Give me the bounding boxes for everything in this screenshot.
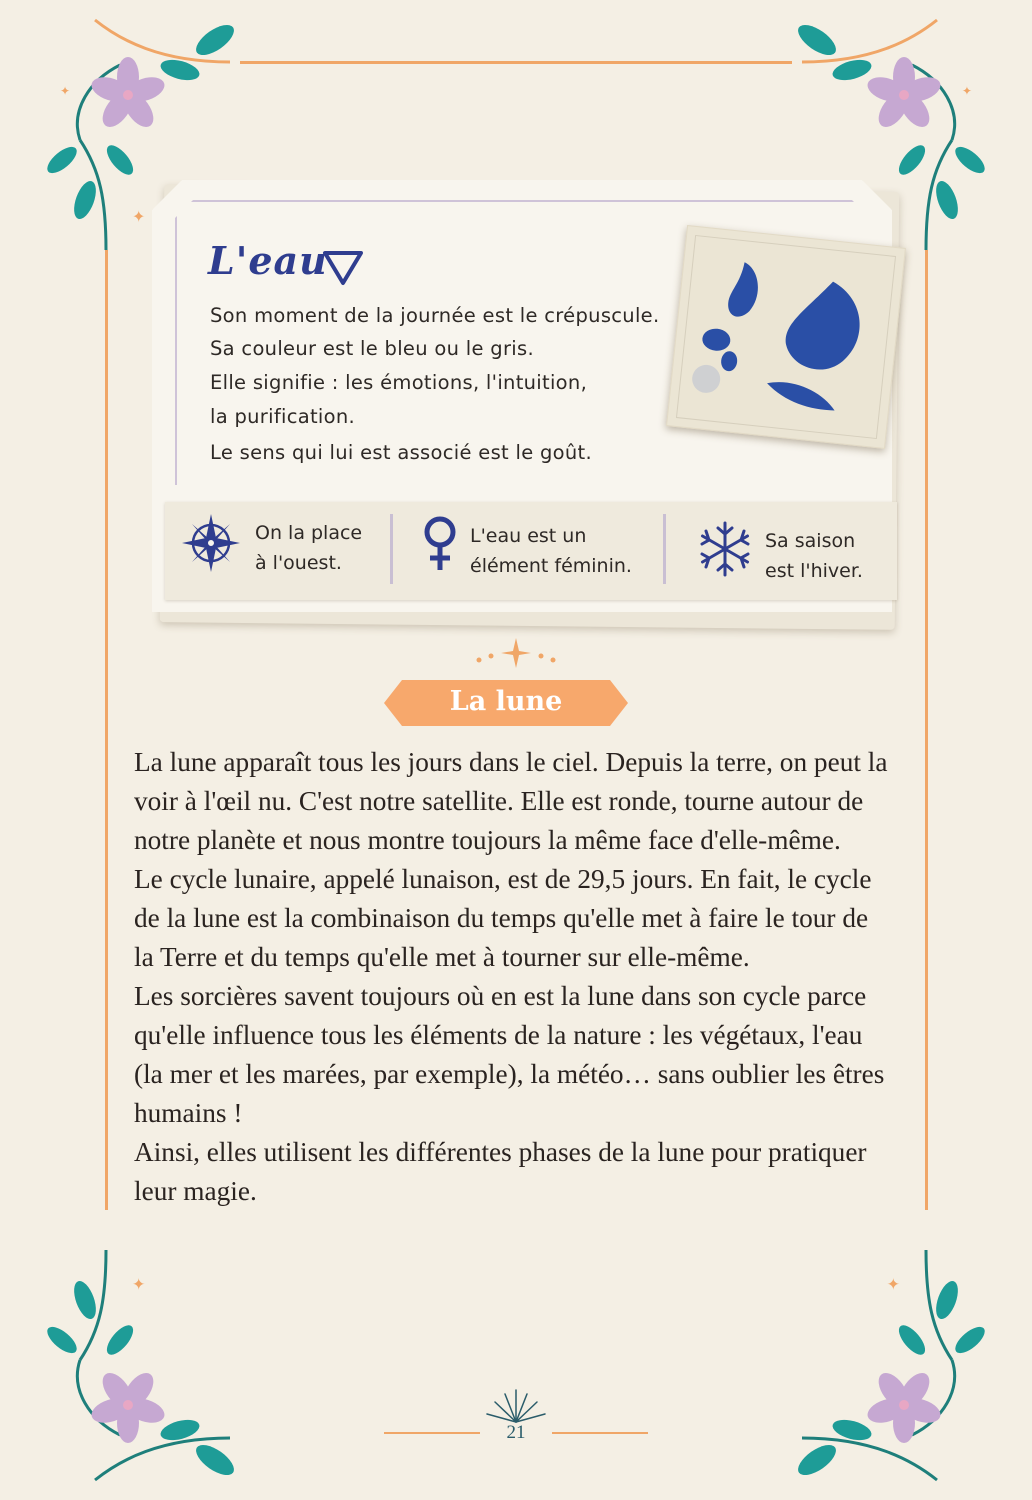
section-body <box>134 743 894 1211</box>
svg-text:✦: ✦ <box>886 1274 900 1293</box>
svg-text:✦: ✦ <box>60 84 71 98</box>
frame-top-line <box>240 61 792 64</box>
section-title: La lune <box>449 686 563 717</box>
fact-direction-line-2: à l'ouest. <box>255 552 342 574</box>
card-line-5: Le sens qui lui est associé est le goût. <box>210 441 592 464</box>
body-paragraph-1: La lune apparaît tous les jours dans le ciel. Depuis la terre, on peut la voir à l'œil nu. C'est notre satellite. Elle est ronde, tourne autour de notre planète et nous montre toujours la même face d'elle-même. <box>134 747 888 855</box>
water-splash-icon <box>667 226 905 448</box>
card-title: L'eau <box>208 238 328 283</box>
strip-divider-2 <box>663 514 666 584</box>
compass-rose-icon <box>180 512 242 574</box>
card-line-1: Son moment de la journée est le crépuscule. <box>210 304 660 327</box>
frame-right-line <box>925 250 928 1210</box>
card-line-3: Elle signifie : les émotions, l'intuition, <box>210 371 588 394</box>
fact-gender-line-2: élément féminin. <box>470 555 632 577</box>
body-paragraph-2: Le cycle lunaire, appelé lunaison, est de 29,5 jours. En fait, le cycle de la lune est la combinaison du temps qu'elle met à faire le tour de la Terre et du temps qu'elle met à tourner sur elle-même. <box>134 864 872 972</box>
venus-symbol-icon <box>420 514 460 574</box>
floral-corner-bottom-right-icon <box>792 1200 1032 1500</box>
fact-direction-line-1: On la place <box>255 522 363 544</box>
water-image-frame <box>666 225 906 449</box>
page-number: 21 <box>506 1422 526 1443</box>
svg-text:✦: ✦ <box>132 207 146 226</box>
svg-text:✦: ✦ <box>132 1274 146 1293</box>
svg-text:✦: ✦ <box>961 84 972 98</box>
fact-season-line-1: Sa saison <box>765 530 856 552</box>
sparkle-dots-icon <box>471 636 561 670</box>
floral-corner-bottom-left-icon <box>0 1200 240 1500</box>
card-line-2: Sa couleur est le bleu ou le gris. <box>210 337 534 360</box>
frame-bottom-left-line <box>384 1432 480 1434</box>
card-line-4: la purification. <box>210 405 356 428</box>
fact-season-line-2: est l'hiver. <box>765 560 863 582</box>
strip-divider-1 <box>390 514 393 584</box>
snowflake-icon <box>696 520 754 578</box>
water-triangle-icon <box>322 250 364 286</box>
sunburst-icon <box>481 1386 551 1426</box>
body-paragraph-3: Les sorcières savent toujours où en est la lune dans son cycle parce qu'elle influence tous les éléments de la nature : les végétaux, l'eau (la mer et les marées, par exemple), la météo… sans oublier les êtres humains ! <box>134 981 885 1128</box>
fact-gender-line-1: L'eau est un <box>470 525 587 547</box>
body-paragraph-4: Ainsi, elles utilisent les différentes phases de la lune pour pratiquer leur magie. <box>134 1137 867 1206</box>
frame-bottom-right-line <box>552 1432 648 1434</box>
frame-left-line <box>105 250 108 1210</box>
